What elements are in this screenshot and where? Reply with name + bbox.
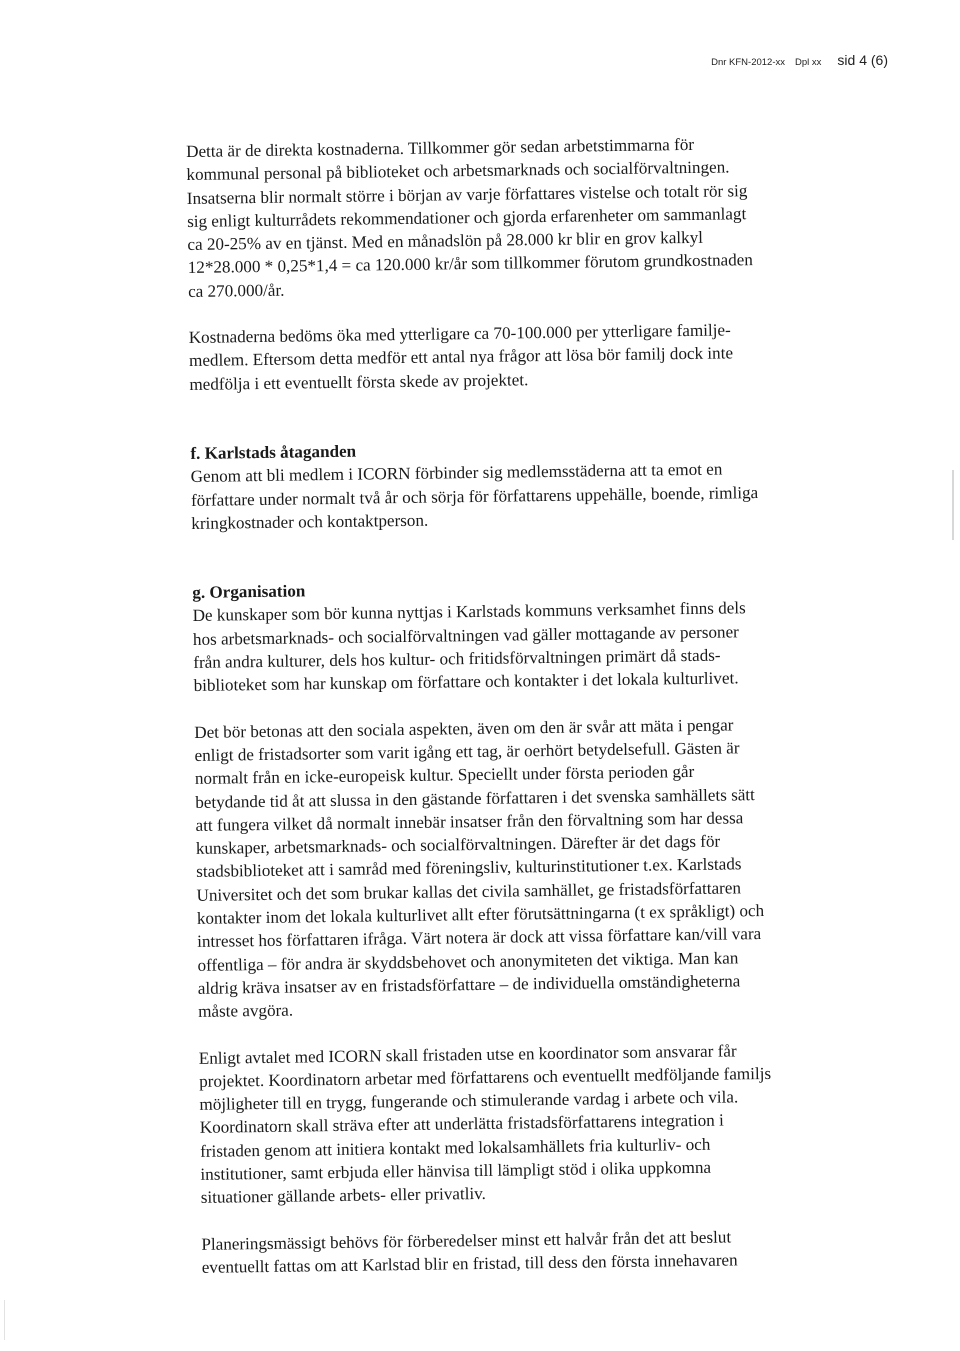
text-line: De kunskaper som bör kunna nyttjas i Karlstads kommuns verksamhet finns dels (192, 598, 746, 626)
text-line: 12*28.000 * 0,25*1,4 = ca 120.000 kr/år som tillkommer förutom grundkostnaden (187, 250, 753, 278)
document-body (186, 132, 802, 1302)
text-line: ca 270.000/år. (187, 280, 285, 301)
text-line: eventuellt fattas om att Karlstad blir en fristad, till dess den första innehavaren (201, 1250, 738, 1277)
text-line: medlem. Eftersom detta medför ett antal nya frågor att lösa bör familj dock inte (188, 343, 734, 371)
text-line: enligt de fristadsorter som varit igång ett tag, är oerhört betydelsefull. Gästen är (194, 738, 740, 765)
text-line: biblioteket som har kunskap om författare och kontakter i det lokala kulturlivet. (193, 668, 739, 696)
page-header (711, 52, 888, 68)
text-line: stadsbiblioteket att i samråd med föreningsliv, kulturinstitutioner t.ex. Karlstads (196, 854, 742, 882)
page-number: sid 4 (6) (837, 52, 888, 68)
text-line: ca 20-25% av en tjänst. Med en månadslön på 28.000 kr blir en grov kalkyl (187, 227, 704, 255)
paragraph-planning (201, 1224, 802, 1279)
text-line: medfölja i ett eventuellt första skede av projektet. (189, 369, 529, 394)
text-line: kontakter inom det lokala kulturlivet allt efter förutsättningarna (t ex språkligt) och (196, 901, 765, 928)
section-organisation (192, 573, 794, 698)
text-line: Koordinatorn skall sträva efter att underlätta fristadsförfattarens integration i (199, 1110, 724, 1138)
text-line: hos arbetsmarknads- och socialförvaltningen vad gäller mottagande av personer (192, 622, 739, 649)
paragraph-social-aspect (194, 712, 798, 1023)
text-line: Planeringsmässigt behövs för förberedelser minst ett halvår från det att beslut (201, 1227, 732, 1254)
paragraph-family-costs (189, 318, 790, 396)
text-line: fristaden genom att initiera kontakt med lokalsamhällets fria kulturliv- och (199, 1134, 711, 1161)
text-line: Universitet och det som brukar kallas det civila samhället, ge fristadsförfattaren (196, 878, 742, 905)
text-line: att fungera vilket då normalt innebär insatser från den förvaltning som har dessa (195, 808, 744, 835)
paragraph-coordinator (199, 1038, 801, 1209)
section-heading: f. Karlstads åtaganden (190, 441, 357, 463)
text-line: betydande tid åt att slussa in den gästande författaren i det svenska samhällets sätt (195, 784, 755, 812)
text-line: sig enligt kulturrådets rekommendationer och gjorda erfarenheter om sammanlagt (187, 204, 747, 231)
text-line: projektet. Koordinatorn arbetar med författarens och eventuellt medföljande familjs (199, 1063, 772, 1091)
text-line: normalt från en icke-europeisk kultur. Speciellt under första perioden går (194, 762, 695, 789)
text-line: kringkostnader och kontaktperson. (191, 510, 429, 533)
text-line: kunskaper, arbetsmarknads- och socialförvaltningen. Därefter är det dags för (195, 831, 721, 859)
paragraph-direct-costs (186, 132, 788, 303)
text-line: intresset hos författaren ifråga. Värt notera är dock att vissa författare kan/vill vara (197, 924, 762, 952)
text-line: kommunal personal på biblioteket och arbetsmarknads och socialförvaltningen. (186, 157, 730, 185)
section-karlstads-ataganden (190, 434, 791, 536)
text-line: Kostnaderna bedöms öka med ytterligare ca 70-100.000 per ytterligare familje- (188, 320, 731, 348)
text-line: författare under normalt två år och sörja för författarens uppehälle, boende, rimliga (190, 482, 759, 510)
text-line: möjligheter till en trygg, fungerande och stimulerande vardag i arbete och vila. (199, 1087, 739, 1114)
scan-edge-mark (952, 470, 954, 540)
text-line: situationer gällande arbets- eller privatliv. (200, 1184, 486, 1208)
text-line: Enligt avtalet med ICORN skall fristaden utse en koordinator som ansvarar får (198, 1040, 737, 1068)
text-line: måste avgöra. (198, 1000, 294, 1022)
text-line: Detta är de direkta kostnaderna. Tillkommer gör sedan arbetstimmarna för (186, 134, 695, 161)
text-line: Det bör betonas att den sociala aspekten, även om den är svår att mäta i pengar (194, 715, 734, 742)
text-line: institutioner, samt erbjuda eller hänvisa till lämpligt stöd i olika uppkomna (200, 1157, 712, 1184)
document-number: Dnr KFN-2012-xx (711, 57, 786, 68)
section-heading: g. Organisation (192, 581, 306, 603)
text-line: offentliga – för andra är skyddsbehovet och anonymiteten det viktiga. Man kan (197, 947, 739, 975)
document-plan-number: Dpl xx (795, 57, 822, 68)
text-line: Genom att bli medlem i ICORN förbinder sig medlemsstäderna att ta emot en (190, 459, 723, 487)
text-line: aldrig kräva insatser av en fristadsförfattare – de individuella omständigheterna (197, 971, 741, 998)
text-line: Insatserna blir normalt större i början av varje författares vistelse och totalt rör sig (186, 180, 748, 208)
scan-edge-mark (4, 1300, 5, 1340)
text-line: från andra kulturer, dels hos kultur- och fritidsförvaltningen primärt då stads- (193, 645, 721, 672)
